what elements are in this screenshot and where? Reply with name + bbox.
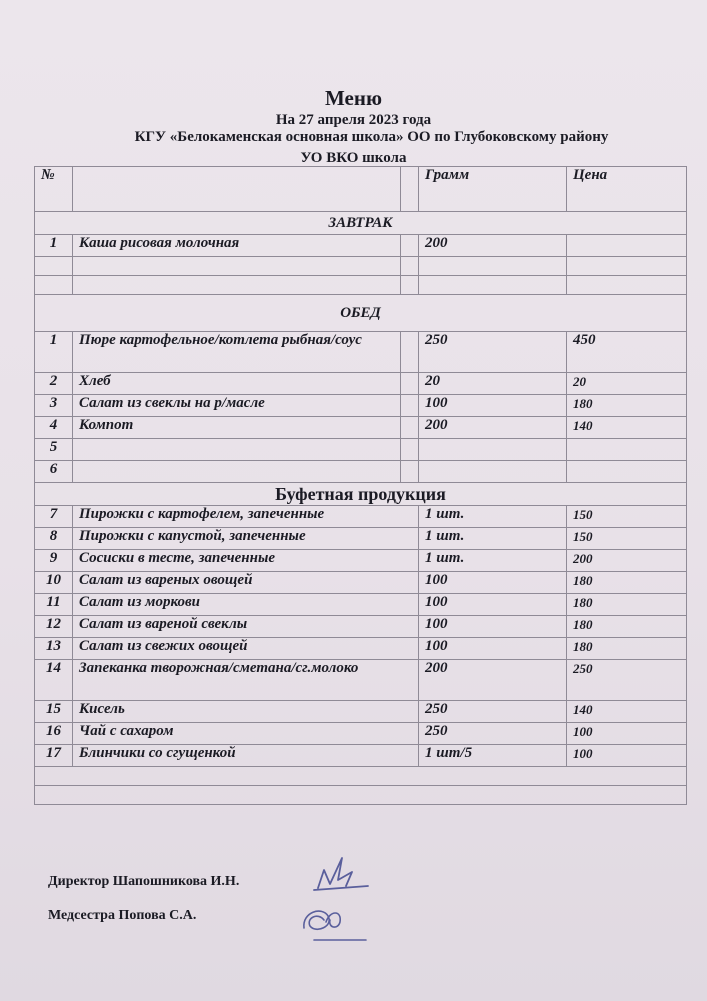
row-number: 7 bbox=[35, 506, 73, 528]
row-price: 140 bbox=[567, 417, 687, 439]
row-price: 250 bbox=[567, 660, 687, 701]
row-number: 13 bbox=[35, 638, 73, 660]
column-header-number: № bbox=[35, 167, 73, 212]
nurse-signature-line: Медсестра Попова С.А. bbox=[48, 908, 197, 923]
row-gram: 1 шт. bbox=[419, 506, 567, 528]
table-row bbox=[35, 572, 687, 594]
row-gram: 20 bbox=[419, 373, 567, 395]
row-gram: 200 bbox=[419, 235, 567, 257]
row-number: 4 bbox=[35, 417, 73, 439]
section-row-breakfast bbox=[35, 212, 687, 235]
row-number: 1 bbox=[35, 332, 73, 373]
row-dish: Сосиски в тесте, запеченные bbox=[73, 550, 419, 572]
table-row-empty bbox=[35, 767, 687, 786]
row-gram: 100 bbox=[419, 572, 567, 594]
table-row bbox=[35, 528, 687, 550]
table-row bbox=[35, 395, 687, 417]
row-number: 11 bbox=[35, 594, 73, 616]
row-gram: 100 bbox=[419, 616, 567, 638]
table-row bbox=[35, 439, 687, 461]
row-gram: 100 bbox=[419, 594, 567, 616]
row-dish: Блинчики со сгущенкой bbox=[73, 745, 419, 767]
table-row-empty bbox=[35, 786, 687, 805]
row-price: 180 bbox=[567, 594, 687, 616]
table-row bbox=[35, 660, 687, 701]
section-title-buffet: Буфетная продукция bbox=[35, 483, 687, 506]
table-header-row bbox=[35, 167, 687, 212]
row-number: 16 bbox=[35, 723, 73, 745]
table-row bbox=[35, 701, 687, 723]
column-header-price: Цена bbox=[567, 167, 687, 212]
menu-date: На 27 апреля 2023 года bbox=[275, 112, 432, 128]
director-signature-line: Директор Шапошникова И.Н. bbox=[48, 874, 240, 889]
row-price: 450 bbox=[567, 332, 687, 373]
row-dish: Пирожки с картофелем, запеченные bbox=[73, 506, 419, 528]
row-gram: 100 bbox=[419, 395, 567, 417]
row-dish: Пирожки с капустой, запеченные bbox=[73, 528, 419, 550]
row-price bbox=[567, 461, 687, 483]
row-gram: 100 bbox=[419, 638, 567, 660]
table-row bbox=[35, 550, 687, 572]
column-header-spacer bbox=[401, 167, 419, 212]
row-gram bbox=[419, 461, 567, 483]
row-price: 20 bbox=[567, 373, 687, 395]
row-price: 100 bbox=[567, 723, 687, 745]
row-dish: Запеканка творожная/сметана/сг.молоко bbox=[73, 660, 419, 701]
row-dish: Салат из вареной свеклы bbox=[73, 616, 419, 638]
row-dish: Чай с сахаром bbox=[73, 723, 419, 745]
row-dish: Салат из свеклы на р/масле bbox=[73, 395, 401, 417]
table-row bbox=[35, 594, 687, 616]
table-row bbox=[35, 332, 687, 373]
row-price: 150 bbox=[567, 506, 687, 528]
section-title-breakfast: ЗАВТРАК bbox=[35, 212, 687, 235]
row-price bbox=[567, 235, 687, 257]
row-dish: Салат из моркови bbox=[73, 594, 419, 616]
table-row bbox=[35, 461, 687, 483]
row-number: 6 bbox=[35, 461, 73, 483]
row-price: 140 bbox=[567, 701, 687, 723]
table-row bbox=[35, 373, 687, 395]
row-gram: 1 шт. bbox=[419, 550, 567, 572]
row-dish bbox=[73, 439, 401, 461]
row-number: 2 bbox=[35, 373, 73, 395]
row-number: 14 bbox=[35, 660, 73, 701]
row-price: 180 bbox=[567, 395, 687, 417]
table-row bbox=[35, 616, 687, 638]
table-row bbox=[35, 235, 687, 257]
table-row bbox=[35, 723, 687, 745]
row-number: 8 bbox=[35, 528, 73, 550]
row-number: 15 bbox=[35, 701, 73, 723]
section-row-lunch bbox=[35, 295, 687, 332]
row-number: 5 bbox=[35, 439, 73, 461]
menu-table bbox=[34, 166, 687, 805]
organization-name: КГУ «Белокаменская основная школа» ОО по Глубоковскому району bbox=[134, 129, 609, 145]
row-price: 180 bbox=[567, 638, 687, 660]
row-gram: 200 bbox=[419, 417, 567, 439]
row-gram: 1 шт/5 bbox=[419, 745, 567, 767]
column-header-name bbox=[73, 167, 401, 212]
row-number: 12 bbox=[35, 616, 73, 638]
row-dish: Пюре картофельное/котлета рыбная/соус bbox=[73, 332, 401, 373]
row-number: 9 bbox=[35, 550, 73, 572]
row-gram: 1 шт. bbox=[419, 528, 567, 550]
row-price: 150 bbox=[567, 528, 687, 550]
director-signature-mark bbox=[312, 850, 372, 894]
table-row-empty bbox=[35, 276, 687, 295]
nurse-signature-mark bbox=[296, 900, 370, 946]
row-price: 200 bbox=[567, 550, 687, 572]
row-price: 180 bbox=[567, 616, 687, 638]
column-header-gram: Грамм bbox=[419, 167, 567, 212]
organization-subtitle: УО ВКО школа bbox=[300, 150, 407, 166]
row-dish: Кисель bbox=[73, 701, 419, 723]
row-gram: 250 bbox=[419, 723, 567, 745]
row-dish bbox=[73, 461, 401, 483]
row-price: 180 bbox=[567, 572, 687, 594]
page-title: Меню bbox=[324, 86, 382, 110]
row-number: 3 bbox=[35, 395, 73, 417]
row-gram: 250 bbox=[419, 701, 567, 723]
table-row bbox=[35, 417, 687, 439]
section-row-buffet bbox=[35, 483, 687, 506]
row-gram: 200 bbox=[419, 660, 567, 701]
row-number: 10 bbox=[35, 572, 73, 594]
table-row bbox=[35, 638, 687, 660]
row-dish: Салат из вареных овощей bbox=[73, 572, 419, 594]
table-row-empty bbox=[35, 257, 687, 276]
row-dish: Каша рисовая молочная bbox=[73, 235, 401, 257]
table-row bbox=[35, 506, 687, 528]
row-gram bbox=[419, 439, 567, 461]
row-dish: Салат из свежих овощей bbox=[73, 638, 419, 660]
row-dish: Компот bbox=[73, 417, 401, 439]
row-price bbox=[567, 439, 687, 461]
row-gram: 250 bbox=[419, 332, 567, 373]
section-title-lunch: ОБЕД bbox=[35, 295, 687, 332]
row-dish: Хлеб bbox=[73, 373, 401, 395]
row-price: 100 bbox=[567, 745, 687, 767]
row-number: 17 bbox=[35, 745, 73, 767]
row-number: 1 bbox=[35, 235, 73, 257]
table-row bbox=[35, 745, 687, 767]
